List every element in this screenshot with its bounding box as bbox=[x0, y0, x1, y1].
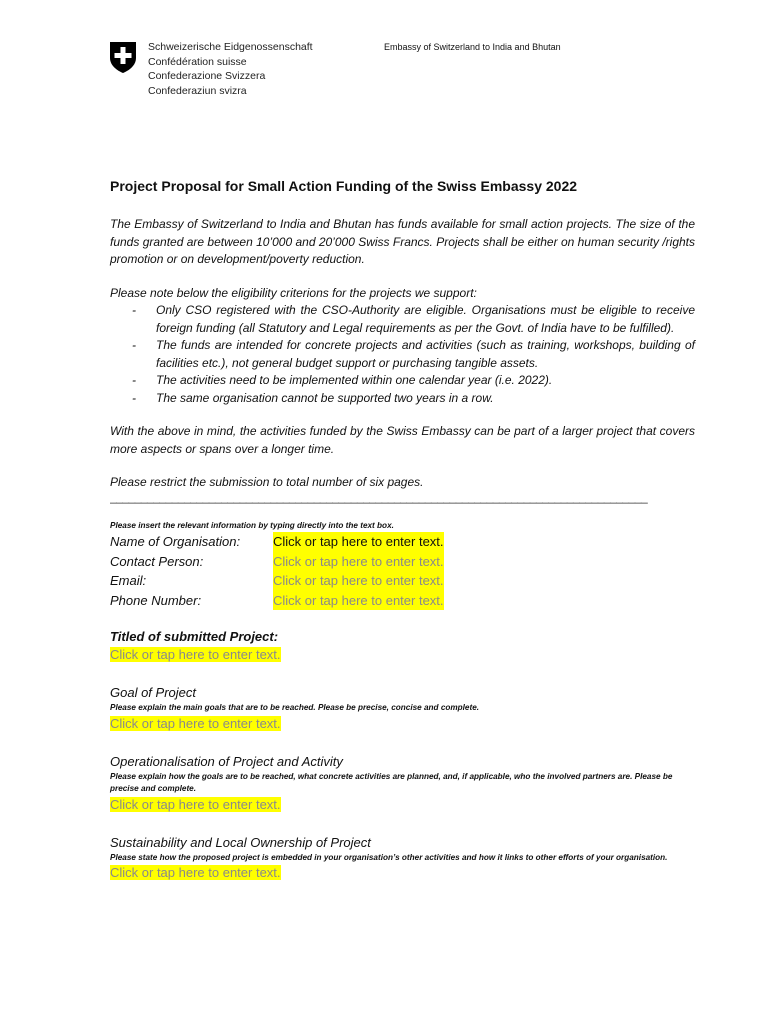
section-heading: Titled of submitted Project: bbox=[110, 629, 279, 644]
confederation-line-fr: Confédération suisse bbox=[148, 55, 247, 68]
section-heading: Operationalisation of Project and Activity bbox=[110, 753, 343, 769]
section-goal bbox=[110, 684, 695, 733]
field-phone bbox=[110, 591, 695, 611]
contact-fields bbox=[110, 532, 695, 610]
field-label: Email: bbox=[110, 573, 147, 588]
eligibility-intro: Please note below the eligibility criterions for the projects we support: bbox=[110, 285, 477, 300]
phone-input[interactable]: Click or tap here to enter text. bbox=[273, 591, 444, 611]
confederation-line-rm: Confederaziun svizra bbox=[148, 84, 247, 97]
field-email bbox=[110, 571, 695, 591]
list-item: - Only CSO registered with the CSO-Authority are eligible. Organisations must be eligible to receive foreign funding (all Statutory and Legal requirements as per the Govt. of India have to be fulfilled). bbox=[132, 303, 695, 335]
criterion-text: Only CSO registered with the CSO-Authority are eligible. Organisations must be eligible to receive foreign funding (all Statutory and Legal requirements as per the Govt. of India have to be fulfilled). bbox=[156, 303, 695, 335]
swiss-cross-shield-icon bbox=[108, 40, 138, 74]
list-item: - The same organisation cannot be supported two years in a row. bbox=[132, 390, 494, 405]
field-label: Contact Person: bbox=[110, 553, 204, 569]
criterion-text: The same organisation cannot be supported two years in a row. bbox=[156, 390, 494, 405]
criterion-text: The activities need to be implemented within one calendar year (i.e. 2022). bbox=[156, 373, 553, 387]
email-input[interactable]: Click or tap here to enter text. bbox=[273, 571, 444, 591]
field-label: Phone Number: bbox=[110, 592, 202, 608]
field-label: Name of Organisation: bbox=[110, 534, 241, 549]
intro-paragraph: The Embassy of Switzerland to India and Bhutan has funds available for small action projects. The size of the funds granted are between 10’000 and 20’000 Swiss Francs. Projects shall be either on human security /rights promotion or on development/poverty reduction. bbox=[110, 217, 695, 266]
section-instructions: Please explain the main goals that are to be reached. Please be precise, concise and complete. bbox=[110, 703, 480, 712]
section-heading: Sustainability and Local Ownership of Project bbox=[110, 834, 371, 850]
operationalisation-input[interactable]: Click or tap here to enter text. bbox=[110, 796, 281, 812]
section-heading: Goal of Project bbox=[110, 685, 196, 700]
list-item: - The activities need to be implemented within one calendar year (i.e. 2022). bbox=[132, 373, 553, 387]
goal-input[interactable]: Click or tap here to enter text. bbox=[110, 715, 281, 731]
list-item: - The funds are intended for concrete projects and activities (such as training, workshops, building of facilities etc.), not general budget support or purchasing tangible assets. bbox=[132, 338, 695, 370]
page-limit-note: Please restrict the submission to total number of six pages. bbox=[110, 475, 424, 489]
section-sustainability bbox=[110, 834, 695, 883]
confederation-names bbox=[148, 40, 313, 98]
confederation-line-de: Schweizerische Eidgenossenschaft bbox=[148, 41, 313, 53]
contact-person-input[interactable]: Click or tap here to enter text. bbox=[273, 552, 444, 572]
insert-instructions: Please insert the relevant information by typing directly into the text box. bbox=[110, 520, 394, 530]
eligibility-list bbox=[110, 302, 695, 407]
scope-paragraph: With the above in mind, the activities funded by the Swiss Embassy can be part of a larger project that covers more aspects or spans over a longer time. bbox=[110, 424, 695, 456]
document-body bbox=[110, 178, 695, 882]
section-instructions: Please explain how the goals are to be reached, what concrete activities are planned, and, if applicable, who the involved partners are. Please be precise and complete. bbox=[110, 771, 673, 793]
field-contact-person bbox=[110, 552, 695, 572]
separator-line: _______________________________________________________________________________________ bbox=[110, 489, 648, 504]
section-project-title bbox=[110, 628, 695, 664]
sustainability-input[interactable]: Click or tap here to enter text. bbox=[110, 865, 281, 880]
section-operationalisation bbox=[110, 753, 695, 814]
confederation-line-it: Confederazione Svizzera bbox=[148, 70, 266, 82]
letterhead bbox=[108, 38, 708, 98]
page-title: Project Proposal for Small Action Funding of the Swiss Embassy 2022 bbox=[110, 178, 578, 194]
project-title-input[interactable]: Click or tap here to enter text. bbox=[110, 647, 281, 662]
embassy-name: Embassy of Switzerland to India and Bhutan bbox=[384, 42, 561, 52]
criterion-text: The funds are intended for concrete projects and activities (such as training, workshops, building of facilities etc.), not general budget support or purchasing tangible assets. bbox=[156, 338, 695, 370]
field-organisation bbox=[110, 532, 695, 552]
organisation-input[interactable]: Click or tap here to enter text. bbox=[273, 532, 444, 552]
section-instructions: Please state how the proposed project is embedded in your organisation’s other activities and how it links to other efforts of your organisation. bbox=[110, 852, 668, 862]
